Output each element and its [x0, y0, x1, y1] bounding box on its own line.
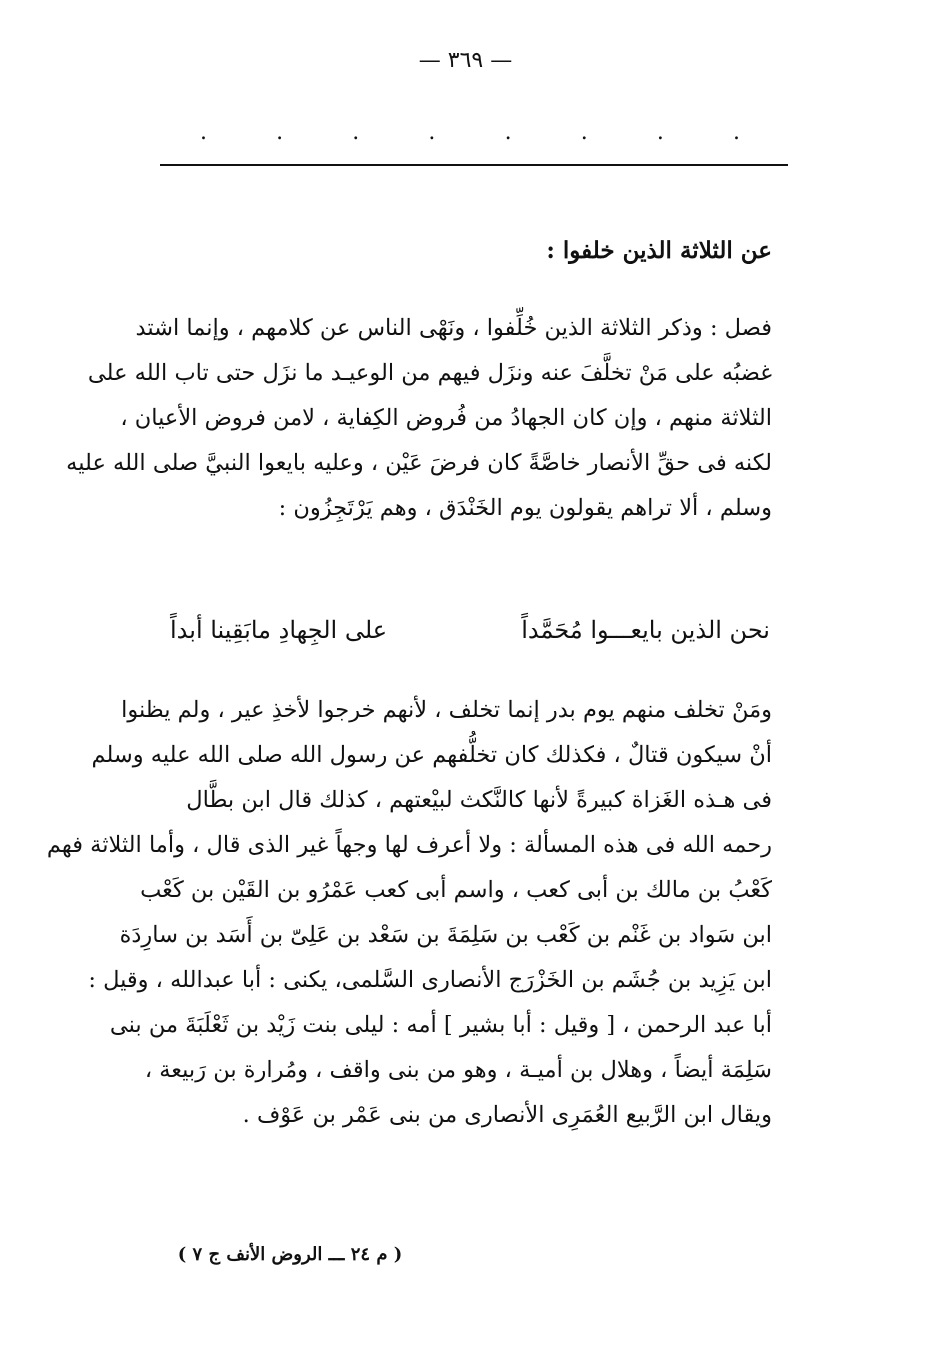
dot: . [504, 120, 512, 145]
text-line: أنْ سيكون قتالٌ ، فكذلك كان تخلُّفهم عن رسول الله صلى الله عليه وسلم [91, 742, 772, 768]
text-line: غضبُه على مَنْ تخلَّفَ عنه ونزَل فيهم من الوعيـد ما نزَل حتى تاب الله على [87, 360, 772, 386]
text-line: سَلِمَة أيضاً ، وهلال بن أميـة ، وهو من بنى واقف ، ومُرارة بن رَبيعة ، [144, 1057, 772, 1083]
poetry-verse [170, 610, 770, 650]
ellipsis-dots [200, 122, 740, 144]
text-line: رحمه الله فى هذه المسألة : ولا أعرف لها وجهاً غير الذى قال ، وأما الثلاثة فهم [46, 832, 772, 858]
dot: . [656, 120, 664, 145]
verse-hemistich-second: على الجِهادِ مابَقِينا أبداً [170, 616, 388, 644]
text-line: الثلاثة منهم ، وإن كان الجهادُ من فُروض الكِفاية ، لامن فروض الأعيان ، [120, 405, 772, 431]
text-line: كَعْبُ بن مالك بن أبى كعب ، واسم أبى كعب عَمْرُو بن القَيْن بن كَعْب [140, 877, 772, 903]
text-line: ابن يَزِيد بن جُشَم بن الخَزْرَج الأنصارى السَّلمى، يكنى : أبا عبدالله ، وقيل : [88, 967, 772, 993]
text-line: أبا عبد الرحمن ، [ وقيل : أبا بشير ] أمه : ليلى بنت زَيْد بن ثَعْلَبَةَ من بنى [109, 1012, 772, 1038]
text-line: ابن سَواد بن غَنْم بن كَعْب بن سَلِمَةَ بن سَعْد بن عَلِىّ بن أَسَد بن سارِدَة [119, 922, 772, 948]
paragraph-2 [46, 688, 772, 1138]
dot: . [352, 120, 360, 145]
dot: . [732, 120, 740, 145]
horizontal-rule [160, 164, 788, 166]
dot: . [428, 120, 436, 145]
paragraph-1 [66, 306, 772, 531]
section-heading: عن الثلاثة الذين خلفوا : [546, 237, 772, 264]
signature-mark: ( م ٢٤ ـــ الروض الأنف ج ٧ ) [177, 1244, 403, 1265]
dot: . [200, 120, 207, 145]
dot: . [276, 120, 284, 145]
verse-hemistich-first: نحن الذين بايعـــوا مُحَمَّداً [521, 616, 770, 644]
dot: . [580, 120, 588, 145]
text-line: لكنه فى حقِّ الأنصار خاصَّةً كان فرضَ عَيْن ، وعليه بايعوا النبيَّ صلى الله عليه [66, 450, 772, 476]
page-number: — ٣٦٩ — [418, 48, 513, 73]
text-line: فصل : وذكر الثلاثة الذين خُلِّفوا ، ونَهْى الناس عن كلامهم ، وإنما اشتد [135, 315, 772, 341]
text-line: وسلم ، ألا تراهم يقولون يوم الخَنْدَق ، وهم يَرْتَجِزُون : [278, 495, 772, 521]
text-line: فى هـذه الغَزاة كبيرةً لأنها كالنَّكث لبيْعتهم ، كذلك قال ابن بطَّال [186, 787, 772, 813]
text-line: ويقال ابن الرَّبيع العُمَرِى الأنصارى من بنى عَمْر بن عَوْف . [242, 1102, 772, 1128]
text-line: ومَنْ تخلف منهم يوم بدر إنما تخلف ، لأنهم خرجوا لأخذِ عير ، ولم يظنوا [121, 697, 772, 723]
